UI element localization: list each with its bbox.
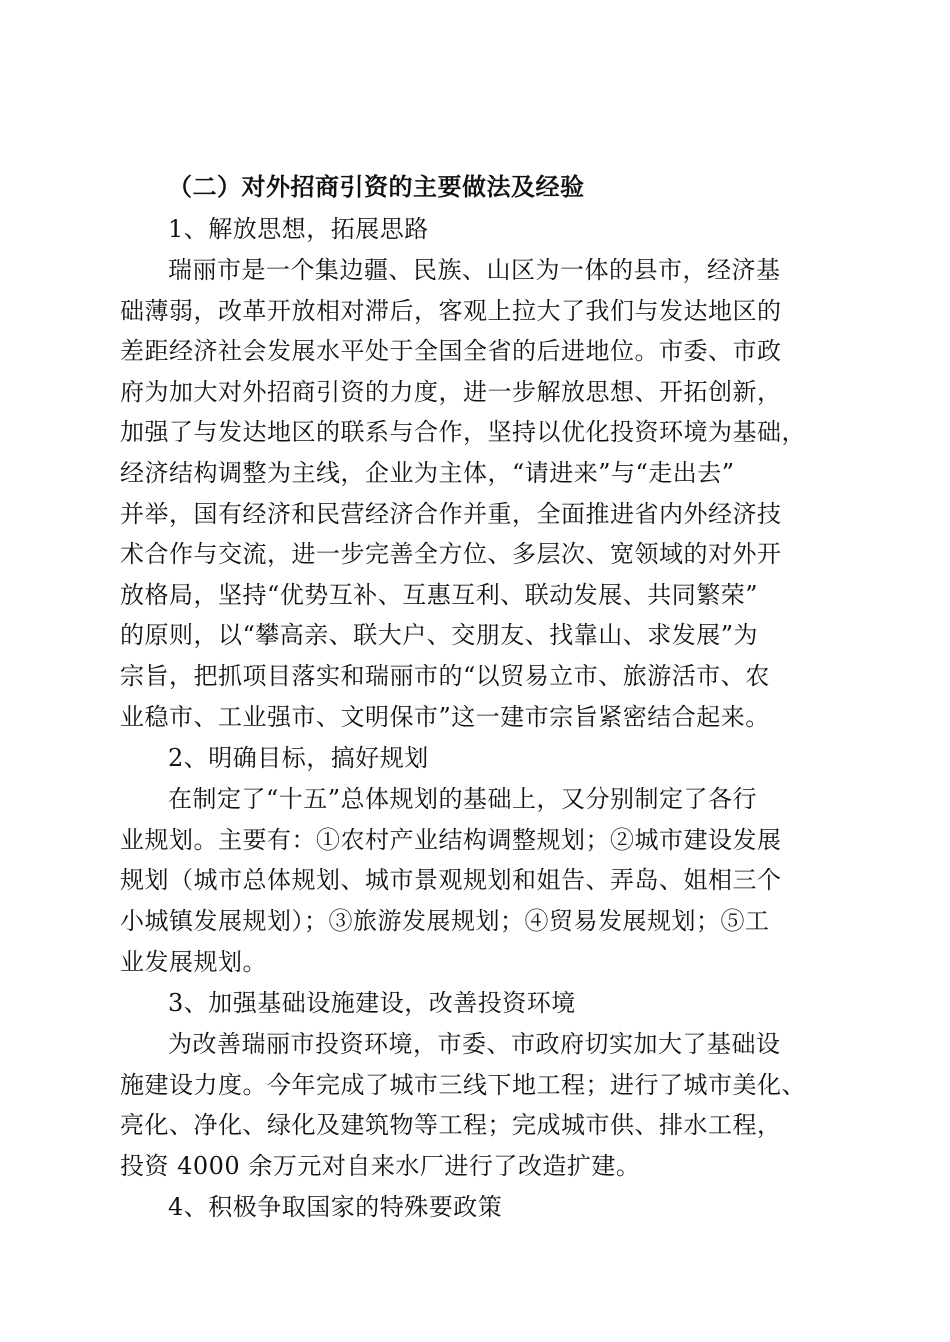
paragraph-line: 亮化、净化、绿化及建筑物等工程；完成城市供、排水工程， bbox=[120, 1111, 782, 1140]
paragraph-line: 在制定了“十五”总体规划的基础上，又分别制定了各行 bbox=[168, 785, 758, 814]
paragraph-line: 经济结构调整为主线，企业为主体，“请进来”与“走出去” bbox=[120, 458, 735, 487]
paragraph-line: 差距经济社会发展水平处于全国全省的后进地位。市委、市政 bbox=[120, 337, 782, 366]
paragraph-2 bbox=[120, 779, 832, 982]
paragraph-1 bbox=[120, 250, 832, 737]
paragraph-line: 为改善瑞丽市投资环境，市委、市政府切实加大了基础设 bbox=[168, 1030, 781, 1059]
paragraph-line: 施建设力度。今年完成了城市三线下地工程；进行了城市美化、 bbox=[120, 1070, 806, 1099]
paragraph-line: 础薄弱，改革开放相对滞后，客观上拉大了我们与发达地区的 bbox=[120, 296, 782, 325]
paragraph-line: 并举，国有经济和民营经济合作并重，全面推进省内外经济技 bbox=[120, 499, 782, 528]
paragraph-line: 业规划。主要有：①农村产业结构调整规划；②城市建设发展 bbox=[120, 825, 782, 854]
paragraph-line: 业发展规划。 bbox=[120, 947, 267, 976]
paragraph-3 bbox=[120, 1024, 832, 1186]
subsection-heading-4: 4、积极争取国家的特殊要政策 bbox=[168, 1193, 503, 1222]
paragraph-line: 宗旨，把抓项目落实和瑞丽市的“以贸易立市、旅游活市、农 bbox=[120, 661, 770, 690]
subsection-heading-3: 3、加强基础设施建设，改善投资环境 bbox=[168, 989, 576, 1018]
paragraph-line: 小城镇发展规划）；③旅游发展规划；④贸易发展规划；⑤工 bbox=[120, 906, 770, 935]
paragraph-line: 业稳市、工业强市、文明保市”这一建市宗旨紧密结合起来。 bbox=[120, 702, 770, 731]
document-body bbox=[120, 166, 832, 1228]
paragraph-line: 的原则，以“攀高亲、联大户、交朋友、找靠山、求发展”为 bbox=[120, 621, 759, 650]
paragraph-line: 术合作与交流，进一步完善全方位、多层次、宽领域的对外开 bbox=[120, 540, 782, 569]
paragraph-line: 瑞丽市是一个集边疆、民族、山区为一体的县市，经济基 bbox=[168, 256, 781, 284]
paragraph-line: 府为加大对外招商引资的力度，进一步解放思想、开拓创新， bbox=[120, 377, 782, 406]
paragraph-line: 投资 4000 余万元对自来水厂进行了改造扩建。 bbox=[120, 1151, 641, 1180]
subsection-heading-1: 1、解放思想，拓展思路 bbox=[168, 215, 429, 243]
paragraph-line: 放格局，坚持“优势互补、互惠互利、联动发展、共同繁荣” bbox=[120, 580, 759, 609]
paragraph-line: 加强了与发达地区的联系与合作，坚持以优化投资环境为基础， bbox=[120, 418, 806, 447]
section-title: （二）对外招商引资的主要做法及经验 bbox=[168, 173, 585, 201]
paragraph-line: 规划（城市总体规划、城市景观规划和姐告、弄岛、姐相三个 bbox=[120, 866, 782, 895]
subsection-heading-2: 2、明确目标，搞好规划 bbox=[168, 744, 429, 773]
